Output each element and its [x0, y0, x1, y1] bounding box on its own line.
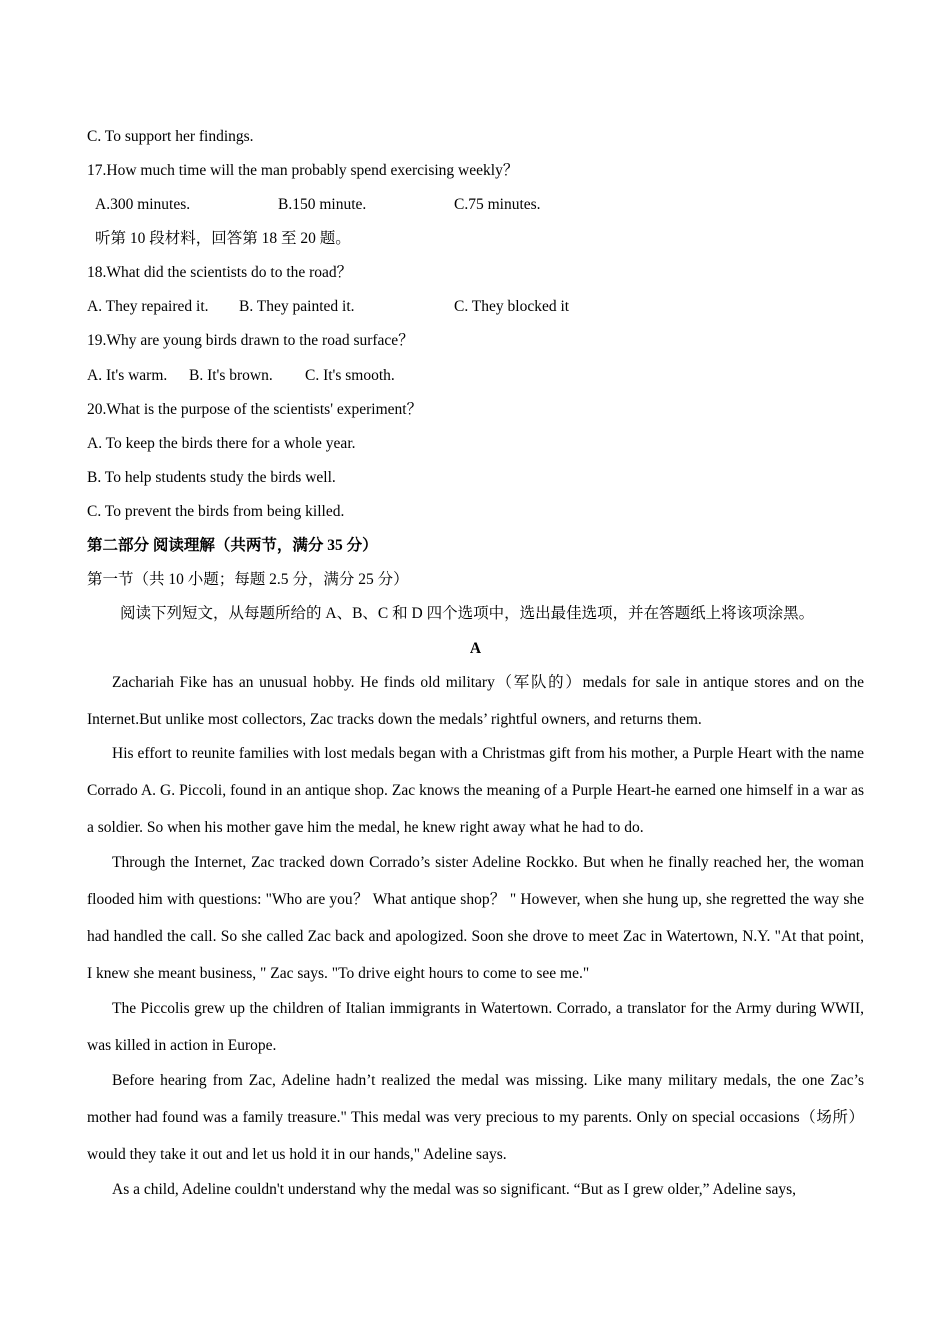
q18-option-a: A. They repaired it. [87, 298, 209, 315]
q17-option-a: A.300 minutes. [95, 196, 191, 213]
passage-paragraph: Before hearing from Zac, Adeline hadn’t realized the medal was missing. Like many military medals, the one Zac’s mother had found was a family treasure." This medal was very precious to my parents. Only on special occasions（场所）would they take it out and let us hold it in our hands," Adeline says. [87, 1072, 864, 1163]
q18-option-c: C. They blocked it [454, 298, 570, 315]
passage-paragraph: Through the Internet, Zac tracked down Corrado’s sister Adeline Rockko. But when he finally reached her, the woman flooded him with questions: "Who are you？ What antique shop？ " However, when she hung up, she regretted the way she had handled the call. So she called Zac back and apologized. Soon she drove to meet Zac in Watertown, N.Y. "At that point, I knew she meant business, " Zac says. "To drive eight hours to come to see me." [87, 854, 864, 982]
passage-paragraph: His effort to reunite families with lost medals began with a Christmas gift from his mother, a Purple Heart with the name Corrado A. G. Piccoli, found in an antique shop. Zac knows the meaning of a Purple Heart-he earned one himself in a war as a soldier. So when his mother gave him the medal, he knew right away what he had to do. [87, 745, 864, 836]
q20-option-a: A. To keep the birds there for a whole year. [87, 435, 356, 452]
q18-option-b: B. They painted it. [239, 298, 355, 315]
reading-instruction: 阅读下列短文，从每题所给的 A、B、C 和 D 四个选项中，选出最佳选项，并在答题纸上将该项涂黑。 [120, 605, 815, 622]
q19-option-b: B. It's brown. [189, 367, 273, 384]
q19-stem: 19.Why are young birds drawn to the road surface？ [87, 332, 414, 349]
section10-instruction: 听第 10 段材料，回答第 18 至 20 题。 [95, 230, 351, 247]
q20-stem: 20.What is the purpose of the scientists' experiment？ [87, 401, 423, 418]
q20-option-b: B. To help students study the birds well. [87, 469, 336, 486]
q19-option-a: A. It's warm. [87, 367, 168, 384]
passage-paragraph: As a child, Adeline couldn't understand why the medal was so significant. “But as I grew older,” Adeline says, [112, 1181, 797, 1198]
q17-option-c: C.75 minutes. [454, 196, 541, 213]
passage-paragraph: The Piccolis grew up the children of Italian immigrants in Watertown. Corrado, a translator for the Army during WWII, was killed in action in Europe. [87, 1000, 864, 1054]
passage-paragraph: Zachariah Fike has an unusual hobby. He finds old military（军队的）medals for sale in antique stores and on the Internet.But unlike most collectors, Zac tracks down the medals’ rightful owners, and returns them. [87, 674, 864, 728]
part-two-title: 第二部分 阅读理解（共两节，满分 35 分） [87, 537, 378, 554]
passage-label: A [469, 640, 482, 657]
q17-stem: 17.How much time will the man probably spend exercising weekly？ [87, 162, 519, 179]
q17-option-b: B.150 minute. [278, 196, 367, 213]
section-one-title: 第一节（共 10 小题；每题 2.5 分，满分 25 分） [87, 571, 409, 588]
q16-option-c: C. To support her findings. [87, 128, 254, 145]
q20-option-c: C. To prevent the birds from being killed. [87, 503, 345, 520]
q18-stem: 18.What did the scientists do to the road？ [87, 264, 353, 281]
q19-option-c: C. It's smooth. [305, 367, 395, 384]
